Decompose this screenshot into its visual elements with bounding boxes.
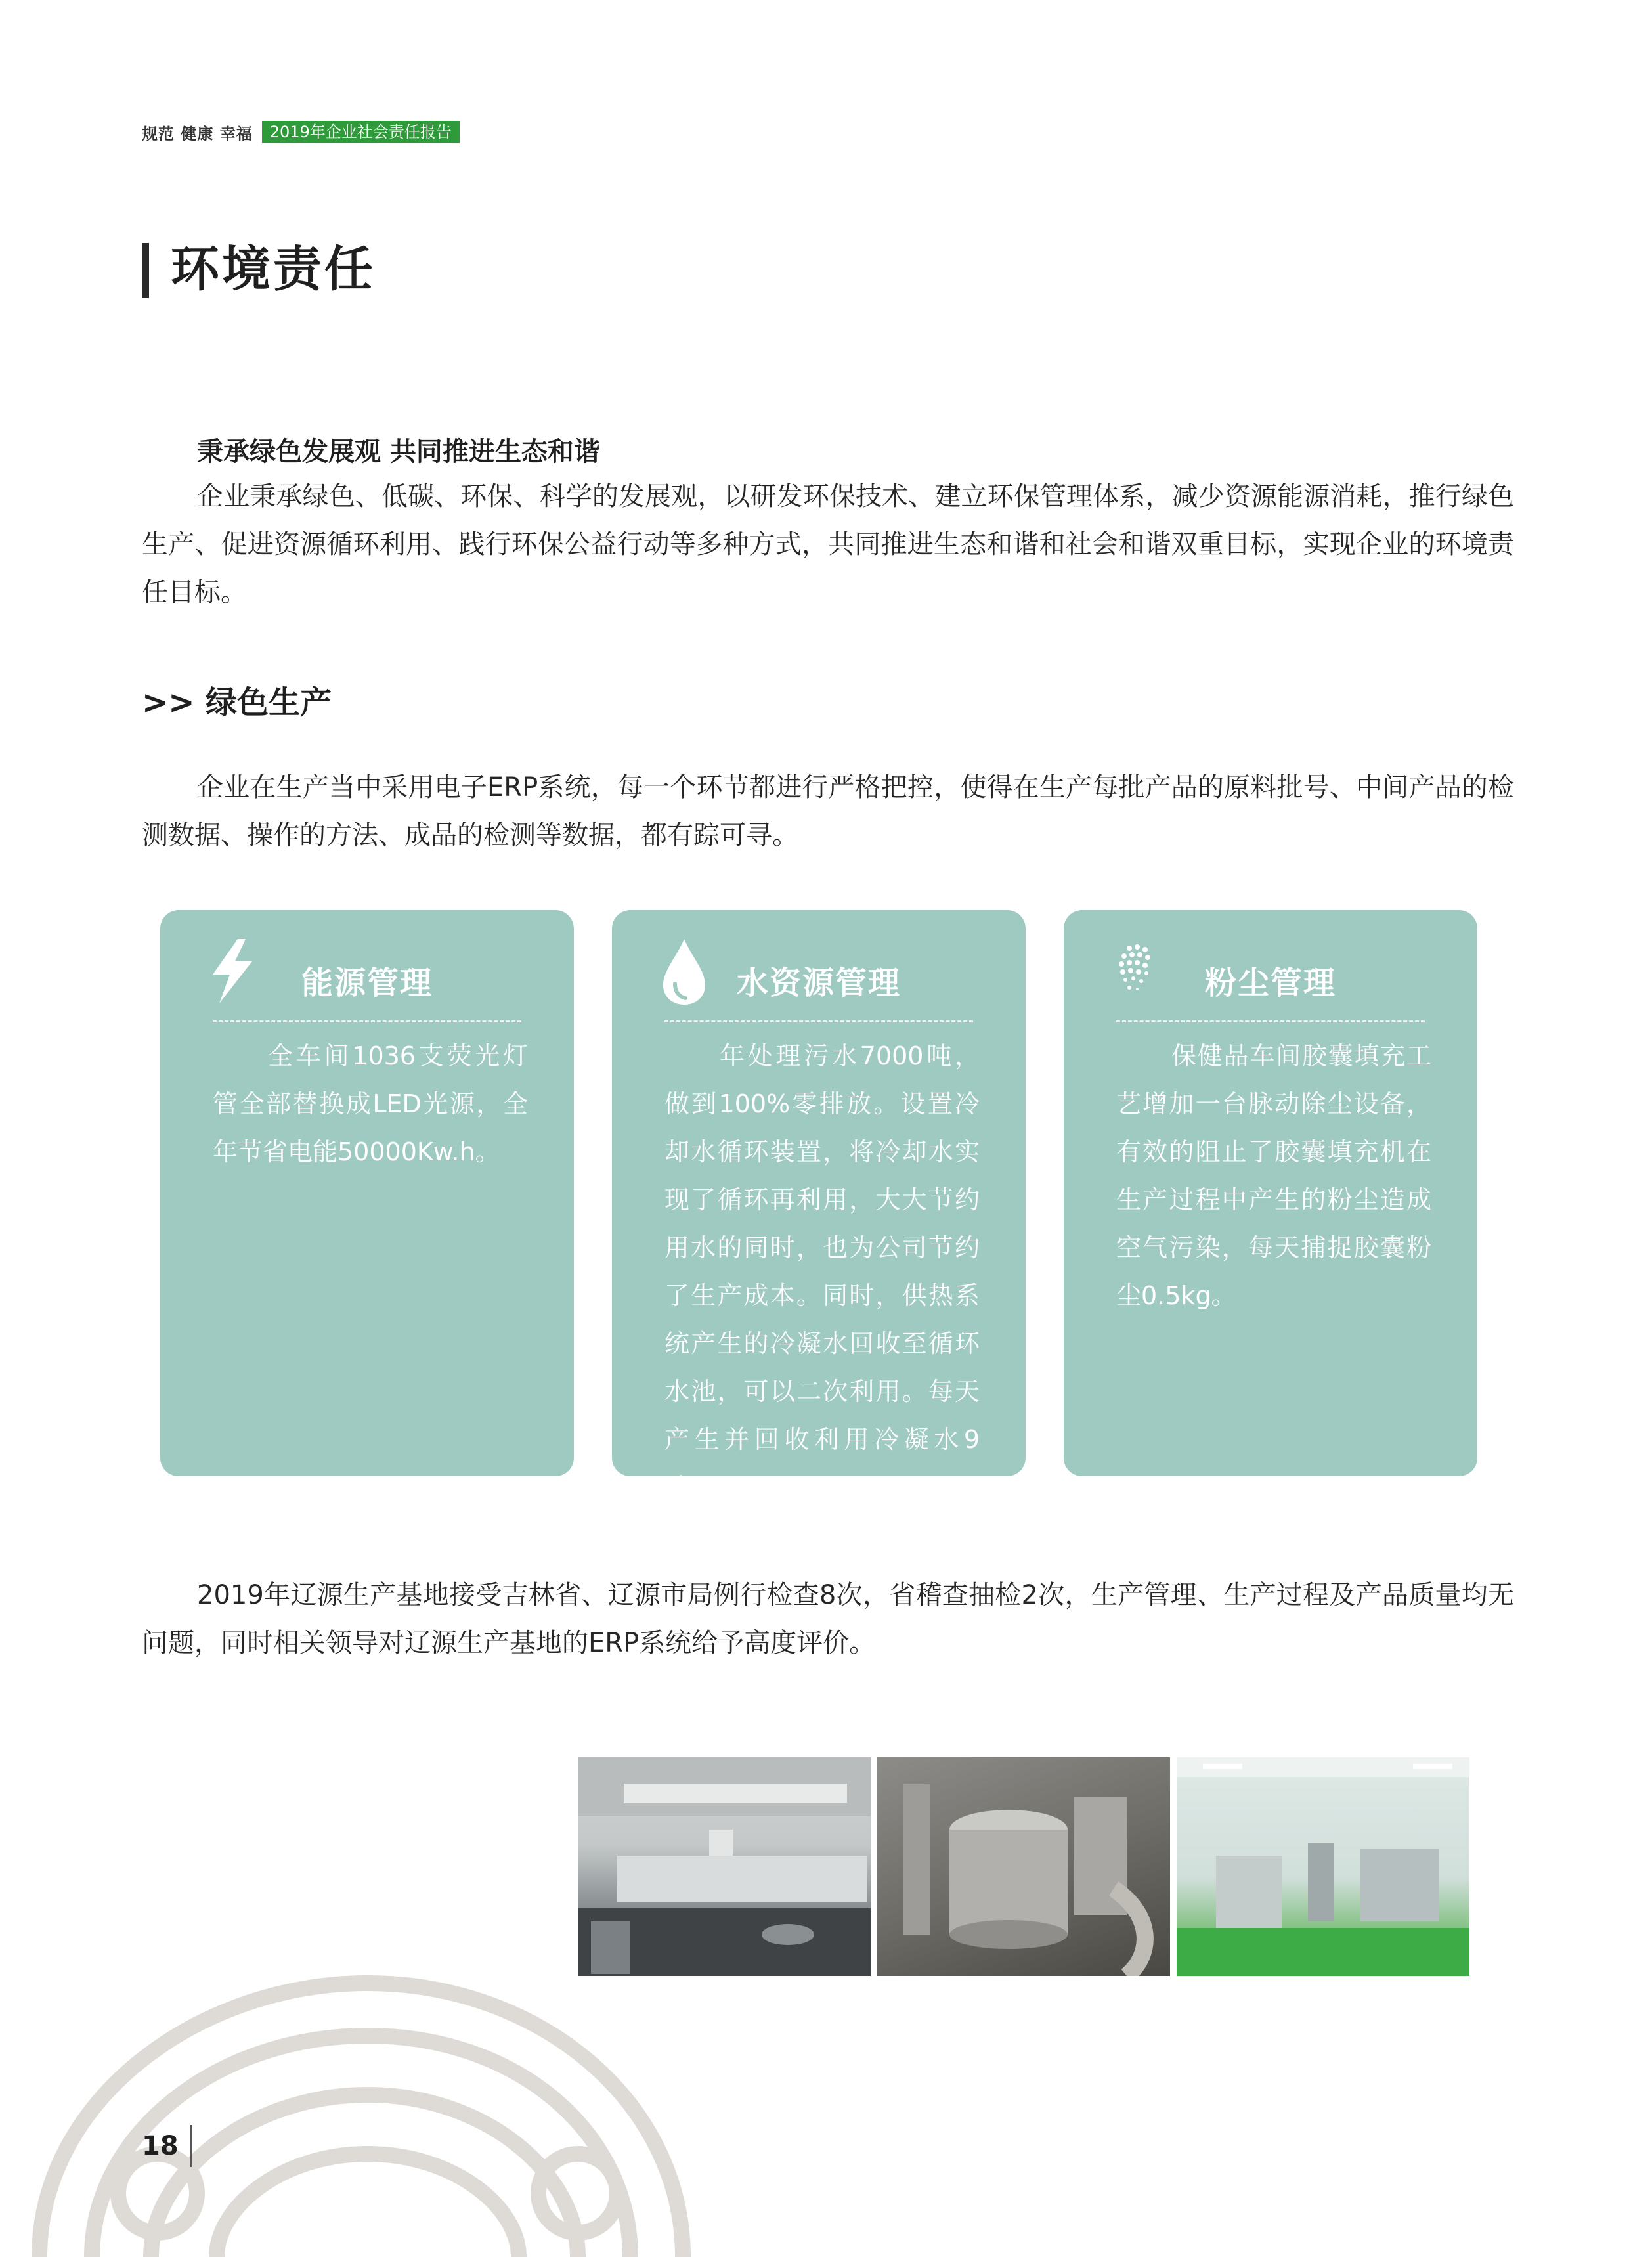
card-body: 保健品车间胶囊填充工艺增加一台脉动除尘设备，有效的阻止了胶囊填充机在生产过程中产生的粉尘造成空气污染，每天捕捉胶囊粉尘0.5kg。: [1116, 1041, 1431, 1310]
title-accent-bar: [142, 243, 149, 298]
green-production-paragraph: 企业在生产当中采用电子ERP系统，每一个环节都进行严格把控，使得在生产每批产品的原料批号、中间产品的检测数据、操作的方法、成品的检测等数据，都有踪可寻。: [142, 772, 1514, 850]
card-title: 粉尘管理: [1204, 965, 1336, 1001]
card-title: 能源管理: [301, 965, 433, 1001]
photo-dust-collector: [877, 1757, 1170, 1976]
intro-heading: 秉承绿色发展观 共同推进生态和谐: [197, 437, 600, 467]
card-body: 年处理污水7000吨，做到100%零排放。设置冷却水循环装置，将冷却水实现了循环再利用，大大节约用水的同时，也为公司节约了生产成本。同时，供热系统产生的冷凝水回收至循环水池，可以二次利用。每天产生并回收利用冷凝水9吨。: [664, 1041, 980, 1502]
card-title: 水资源管理: [736, 965, 901, 1001]
section-heading-green-production: >> 绿色生产: [142, 684, 332, 721]
intro-paragraph: 企业秉承绿色、低碳、环保、科学的发展观，以研发环保技术、建立环保管理体系，减少资源能源消耗，推行绿色生产、促进资源循环利用、践行环保公益行动等多种方式，共同推进生态和谐和社会和谐双重目标，实现企业的环境责任目标。: [142, 481, 1514, 607]
page-number: 18: [142, 2131, 179, 2161]
page-title: 环境责任: [171, 241, 376, 297]
card-dust-management: [1064, 910, 1477, 1476]
card-divider: [213, 1020, 521, 1022]
card-energy-management: [160, 910, 574, 1476]
decorative-cloud-pattern: [0, 1931, 735, 2257]
inspection-paragraph: 2019年辽源生产基地接受吉林省、辽源市局例行检查8次，省稽查抽检2次，生产管理、生产过程及产品质量均无问题，同时相关领导对辽源生产基地的ERP系统给予高度评价。: [142, 1580, 1514, 1658]
photo-water-treatment-room: [1177, 1757, 1469, 1976]
running-header: [142, 121, 460, 143]
card-water-management: [612, 910, 1026, 1502]
card-divider: [664, 1020, 973, 1022]
page-number-separator: [190, 2125, 192, 2167]
header-slogan: 规范 健康 幸福: [142, 124, 253, 143]
header-report-badge: 2019年企业社会责任报告: [262, 121, 460, 143]
card-body: 全车间1036支荧光灯管全部替换成LED光源，全年节省电能50000Kw.h。: [213, 1041, 528, 1166]
card-divider: [1116, 1020, 1425, 1022]
